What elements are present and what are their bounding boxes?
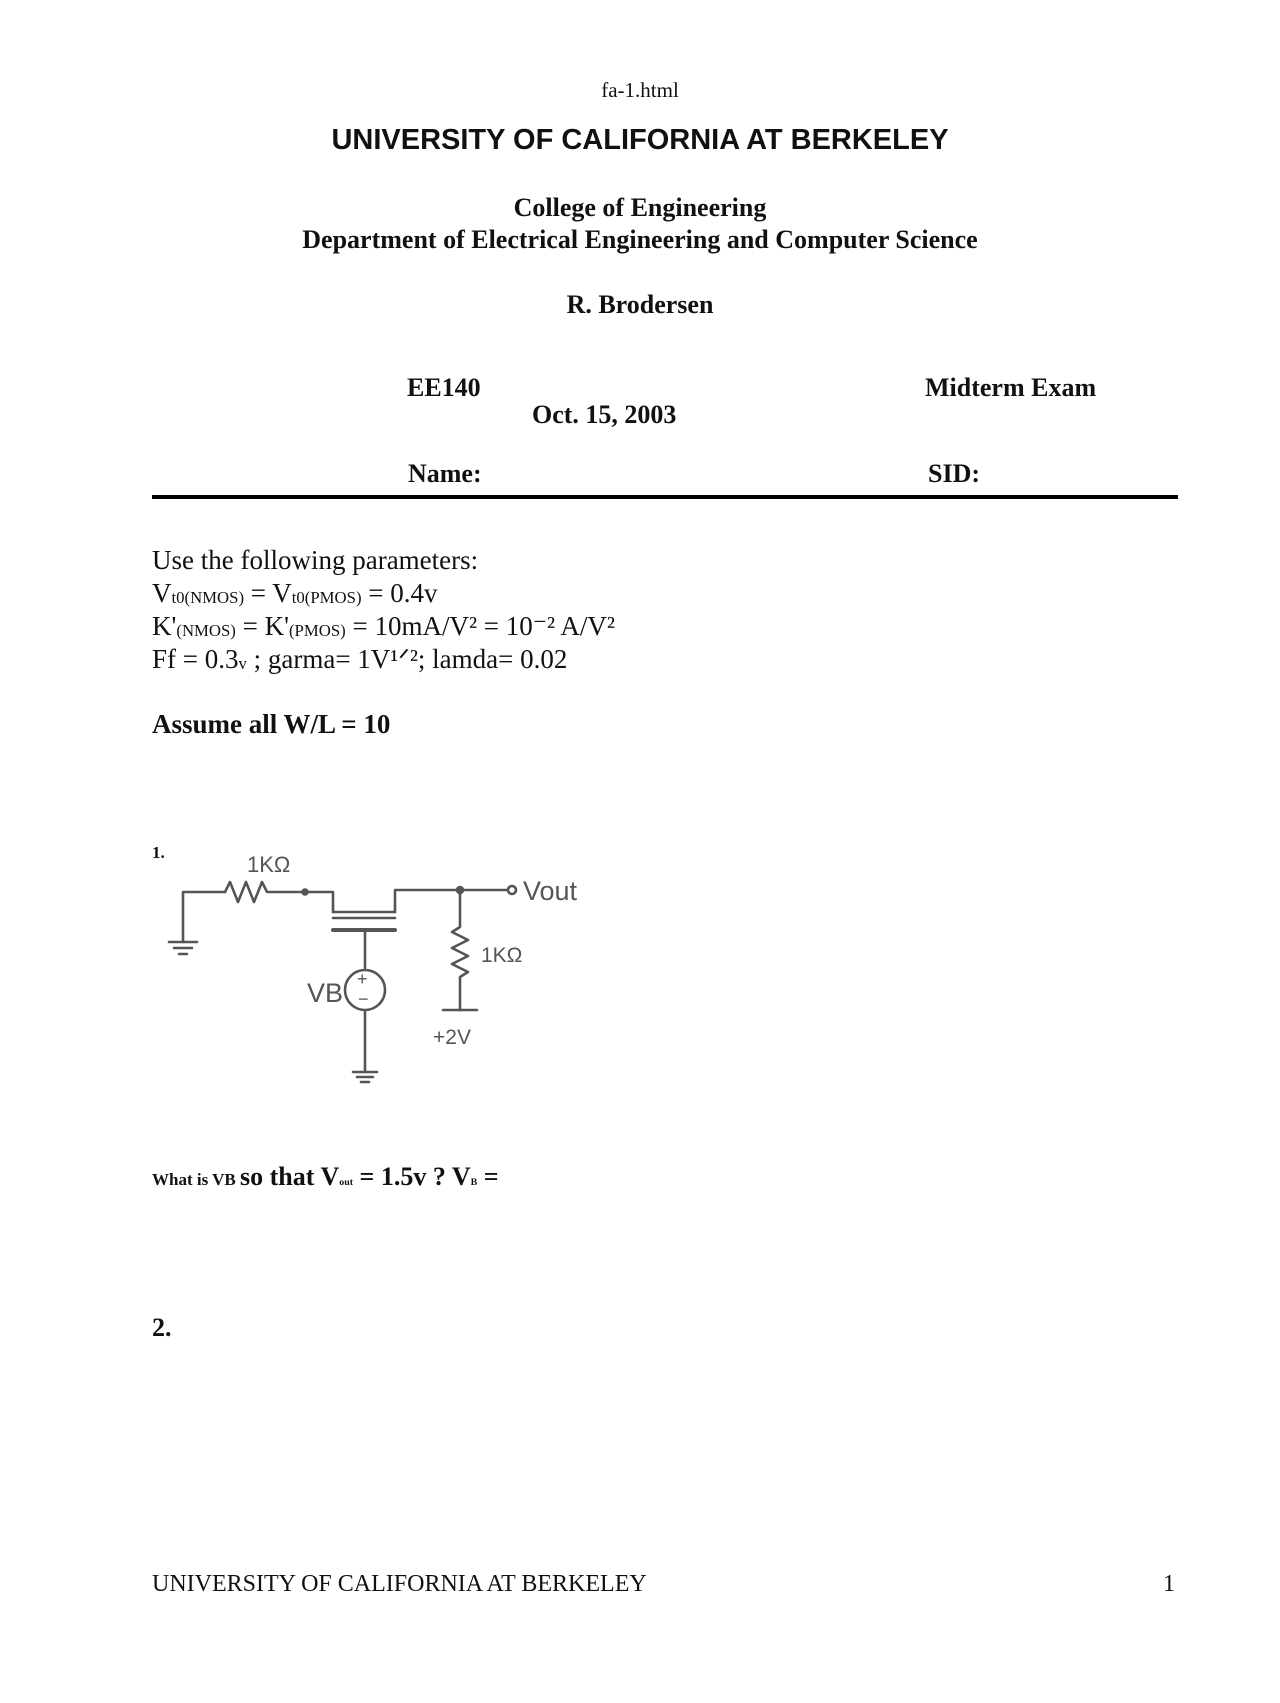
professor-name: R. Brodersen [566,290,714,319]
params-k: $K'_{(NMOS)} = K'_{(PMOS)} = 10mA/V^2 = 10^{-2}$ A/V² [152,611,615,641]
question-1-text: What is VB so that $V_{out} = 1.5v$ ? $V_B$ = [152,1162,499,1191]
left-ground-icon [169,942,197,954]
resistor-1 [225,882,305,902]
params-vt: $V_{t0(NMOS)} = V_{t0(PMOS)} = 0.4v$ [152,578,438,608]
vb-plus-sign: + [357,969,368,989]
exam-type: Midterm Exam [925,373,1097,402]
left-ground-wire [183,892,225,942]
university-title: UNIVERSITY OF CALIFORNIA AT BERKELEY [331,124,949,156]
question-2-number: 2. [152,1313,172,1342]
assume-statement: Assume all W/L = 10 [152,709,391,739]
vb-minus-sign: − [358,989,369,1009]
params-ff: $Ff = 0.3_v$ ; garma= 1V¹ᐟ²; lamda= 0.02 [152,644,568,674]
college-name: College of Engineering [513,193,767,222]
source-wire [305,892,333,912]
vout-label: Vout [523,876,578,906]
name-label: Name: [408,459,482,488]
vb-label: VB [307,978,344,1008]
header-divider [152,495,1178,499]
drain-wire [395,890,460,912]
question-1-number: 1. [152,843,165,862]
department-name: Department of Electrical Engineering and Computer Science [302,225,978,254]
vout-terminal [508,886,516,894]
transistor-channel [333,912,395,918]
footer-university: UNIVERSITY OF CALIFORNIA AT BERKELEY [152,1571,647,1597]
course-code: EE140 [407,373,481,402]
exam-date: Oct. 15, 2003 [532,400,677,429]
page-number: 1 [1163,1571,1175,1597]
r2-label: 1KΩ [481,944,523,967]
params-intro: Use the following parameters: [152,545,479,575]
page-filename: fa-1.html [601,78,679,102]
r1-label: 1KΩ [247,852,291,877]
resistor-2 [452,890,468,1010]
bottom-ground-icon [353,1072,377,1082]
supply-label: +2V [433,1026,471,1049]
sid-label: SID: [928,459,981,488]
question-1-circuit [155,852,595,1162]
